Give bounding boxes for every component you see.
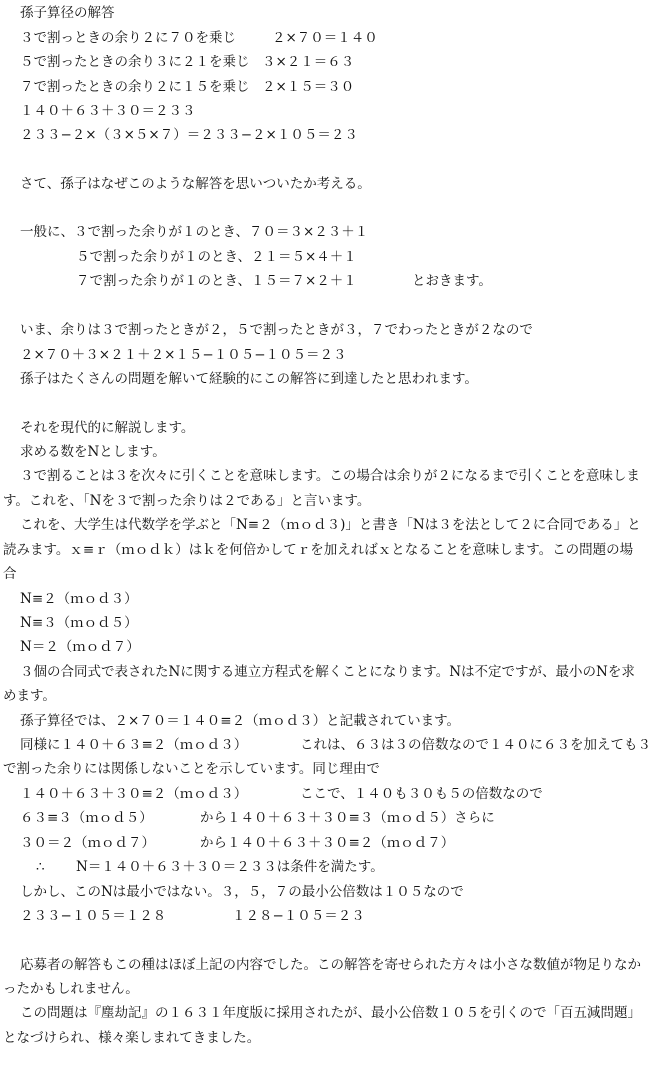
sonshi-line-4b: から１４０＋６３＋３０≡３（ｍｏｄ５）さらに <box>200 810 495 826</box>
sonshi-line-7: しかし、このNは最小ではない。３，５，７の最小公倍数は１０５なので <box>20 884 464 900</box>
solution-line-3-equation: ２×１５＝３０ <box>262 79 355 95</box>
sonshi-line-2c: で割った余りには関係しないことを示しています。同じ理由で <box>3 761 380 777</box>
modern-line-2: 求める数をNとします。 <box>20 444 166 460</box>
paragraph-why: さて、孫子はなぜこのような解答を思いついたか考える。 <box>20 176 371 192</box>
general-line-3-note: とおきます。 <box>412 273 492 289</box>
general-line-2: ５で割った余りが１のとき、２１＝５×４＋１ <box>76 249 357 265</box>
solution-line-1: ３で割っときの余り２に７０を乗じ <box>20 30 236 46</box>
sonshi-line-5b: から１４０＋６３＋３０≡２（ｍｏｄ７） <box>200 835 455 851</box>
now-line-3: 孫子はたくさんの問題を解いて経験的にこの解答に到達したと思われます。 <box>20 371 478 387</box>
modern-line-1: それを現代的に解説します。 <box>20 420 195 436</box>
sonshi-line-3b: ここで、１４０も３０も５の倍数なので <box>300 786 543 802</box>
general-line-3: ７で割った余りが１のとき、１５＝７×２＋１ <box>76 273 357 289</box>
ending-line-2b: となづけられ、様々楽しまれてきました。 <box>3 1030 261 1046</box>
system-line-1: ３個の合同式で表されたNに関する連立方程式を解くことになります。Nは不定ですが、最小のNを求 <box>20 664 635 680</box>
sonshi-line-8b: １２８−１０５＝２３ <box>232 908 365 924</box>
sonshi-line-2a: 同様に１４０＋６３≡２（ｍｏｄ３） <box>20 737 248 753</box>
now-line-1: いま、余りは３で割ったときが２，５で割ったときが３，７でわったときが２なので <box>20 322 533 338</box>
general-line-1: 一般に、３で割った余りが１のとき、７０＝３×２３＋１ <box>20 224 369 240</box>
modern-line-3b: す。これを、「Nを３で割った余りは２である」と言います。 <box>3 493 371 509</box>
ending-line-1a: 応募者の解答もこの種はほぼ上記の内容でした。この解答を寄せられた方々は小さな数値が物足りなか <box>20 957 641 973</box>
modern-line-4c: 合 <box>3 566 17 582</box>
solution-line-3: ７で割ったときの余り２に１５を乗じ <box>20 79 250 95</box>
sonshi-line-5a: ３０＝２（ｍｏｄ７） <box>20 835 155 851</box>
sonshi-line-2b: これは、６３は３の倍数なので１４０に６３を加えても３ <box>300 737 651 753</box>
section-title: 孫子算径の解答 <box>20 5 115 21</box>
ending-line-2a: この問題は『塵劫記』の１６３１年度版に採用されたが、最小公倍数１０５を引くので「百五減問題」 <box>20 1005 641 1021</box>
modern-line-4b: 読みます。ｘ≡ｒ（ｍｏｄｋ）はｋを何倍かしてｒを加えればｘとなることを意味します。この問題の場 <box>3 542 634 558</box>
sonshi-line-3a: １４０＋６３＋３０≡２（ｍｏｄ３） <box>20 786 248 802</box>
now-line-2: ２×７０＋３×２１＋２×１５−１０５−１０５＝２３ <box>20 347 347 363</box>
system-line-2: めます。 <box>3 688 56 704</box>
solution-line-2-equation: ３×２１＝６３ <box>262 54 355 70</box>
solution-line-2: ５で割ったときの余り３に２１を乗じ <box>20 54 250 70</box>
sonshi-line-4a: ６３≡３（ｍｏｄ５） <box>20 810 153 826</box>
sonshi-line-8a: ２３３−１０５＝１２８ <box>20 908 167 924</box>
modern-line-3a: ３で割ることは３を次々に引くことを意味します。この場合は余りが２になるまで引くことを意味しま <box>20 468 640 484</box>
solution-line-1-equation: ２×７０＝１４０ <box>272 30 378 46</box>
sonshi-line-6: N＝１４０＋６３＋３０＝２３３は条件を満たす。 <box>76 859 384 875</box>
sonshi-line-1: 孫子算径では、２×７０＝１４０≡２（ｍｏｄ３）と記載されています。 <box>20 713 461 729</box>
therefore-symbol: ∴ <box>36 859 45 875</box>
ending-line-1b: ったかもしれません。 <box>3 981 139 997</box>
congruence-3: N＝２（ｍｏｄ７） <box>20 639 140 655</box>
solution-line-4: １４０＋６３＋３０＝２３３ <box>20 103 196 119</box>
modern-line-4a: これを、大学生は代数学を学ぶと「N≡２（ｍｏｄ３)」と書き「Nは３を法として２に合同である」と <box>20 517 641 533</box>
solution-line-5: ２３３−２×（３×５×７）＝２３３−２×１０５＝２３ <box>20 127 358 143</box>
congruence-2: N≡３（ｍｏｄ５） <box>20 615 138 631</box>
congruence-1: N≡２（ｍｏｄ３） <box>20 591 138 607</box>
